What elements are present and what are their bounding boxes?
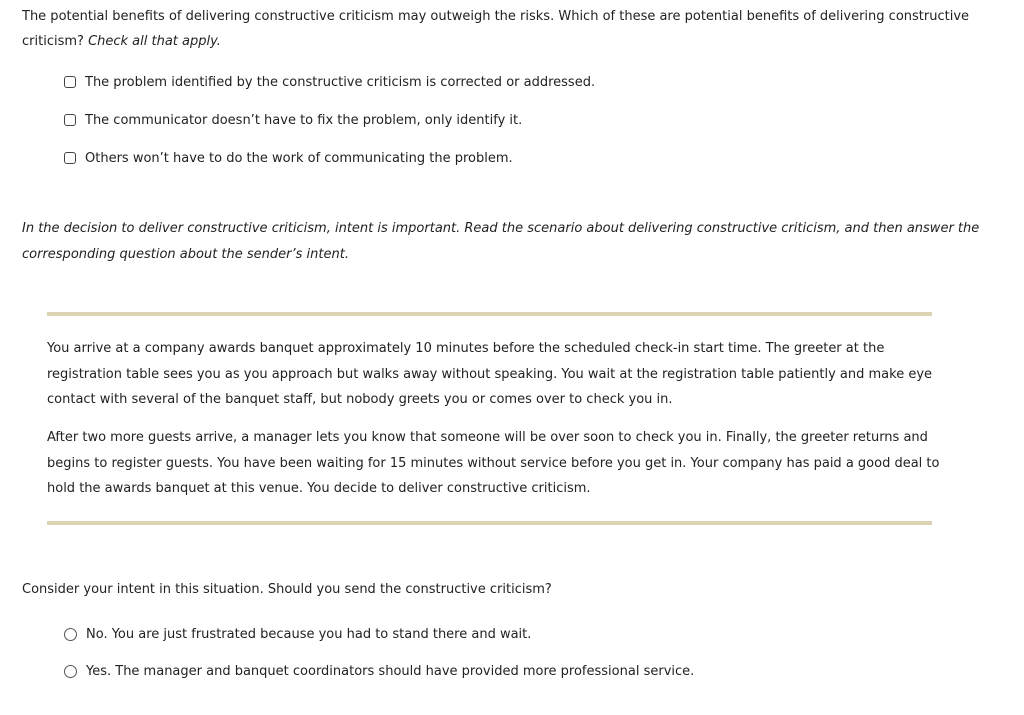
q1-option-2[interactable] xyxy=(64,111,522,129)
scenario-paragraph-2: After two more guests arrive, a manager lets you know that someone will be over soon to check you in. Finally, the greeter returns and begins to register guests. You have been waiting for 15 minutes without service before you get in. Your company has paid a good deal to hold the awards banquet at this venue. You decide to deliver constructive criticism. xyxy=(47,430,940,496)
scenario-bottom-divider xyxy=(47,521,932,525)
checkbox[interactable] xyxy=(64,114,76,126)
scenario-intro: In the decision to deliver constructive criticism, intent is important. Read the scenario about delivering constructive criticism, and then answer the corresponding question about the sender’s intent. xyxy=(22,221,980,262)
question-2-prompt: Consider your intent in this situation. Should you send the constructive criticism? xyxy=(22,582,552,597)
q2-option-no-label: No. You are just frustrated because you had to stand there and wait. xyxy=(86,626,532,642)
checkbox[interactable] xyxy=(64,76,76,88)
q1-option-2-label: The communicator doesn’t have to fix the problem, only identify it. xyxy=(85,112,523,128)
checkbox[interactable] xyxy=(64,152,76,164)
q1-option-1-label: The problem identified by the constructive criticism is corrected or addressed. xyxy=(85,74,596,90)
question-1-prompt xyxy=(22,4,982,54)
q1-option-3[interactable] xyxy=(64,149,513,167)
question-1-text: The potential benefits of delivering constructive criticism may outweigh the risks. Which of these are potential benefits of delivering constructive criticism? xyxy=(22,9,970,49)
q2-option-yes-label: Yes. The manager and banquet coordinators should have provided more professional service. xyxy=(86,663,695,679)
scenario-top-divider xyxy=(47,312,932,316)
radio-button[interactable] xyxy=(64,628,77,641)
question-1-instruction: Check all that apply. xyxy=(88,34,221,49)
q2-option-yes[interactable] xyxy=(64,662,694,680)
q1-option-3-label: Others won’t have to do the work of communicating the problem. xyxy=(85,150,513,166)
scenario-paragraph-1: You arrive at a company awards banquet approximately 10 minutes before the scheduled check-in start time. The greeter at the registration table sees you as you approach but walks away without speaking. You wait at the registration table patiently and make eye contact with several of the banquet staff, but nobody greets you or comes over to check you in. xyxy=(47,341,933,407)
q2-option-no[interactable] xyxy=(64,625,531,643)
q1-option-1[interactable] xyxy=(64,73,595,91)
radio-button[interactable] xyxy=(64,665,77,678)
